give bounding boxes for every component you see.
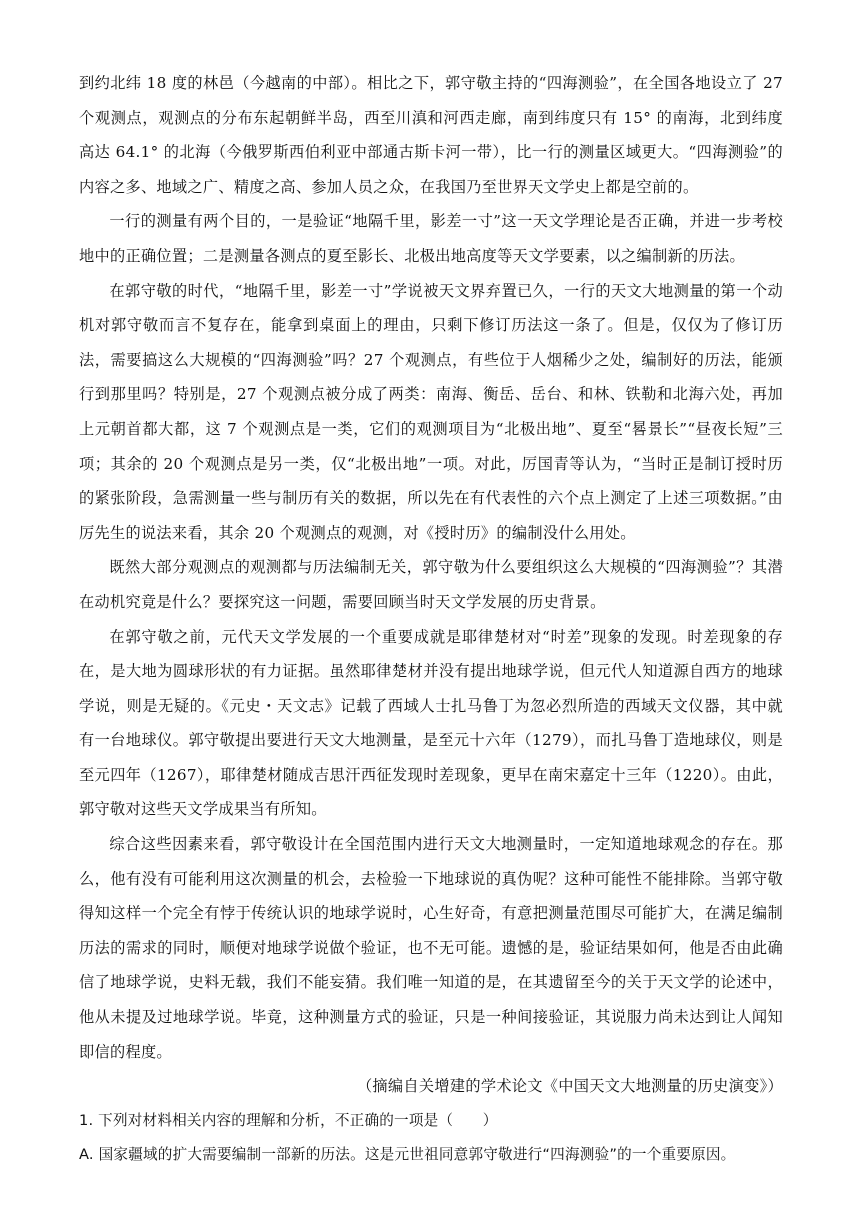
paragraph: 到约北纬 18 度的林邑（今越南的中部）。相比之下，郭守敬主持的“四海测验”，在全国各地设立了 27 个观测点，观测点的分布东起朝鲜半岛，西至川滇和河西走廊，南到纬度只有 15° 的南海，北到纬度高达 64.1° 的北海（今俄罗斯西伯利亚中部通古斯卡河一带），比一行的测量区域更大。“四海测验”的内容之多、地域之广、精度之高、参加人员之众，在我国乃至世界天文学史上都是空前的。	[79, 74, 783, 196]
answer-option-a: A. 国家疆域的扩大需要编制一部新的历法。这是元世祖同意郭守敬进行“四海测验”的一个重要原因。	[79, 1146, 736, 1164]
paragraph: 在郭守敬之前，元代天文学发展的一个重要成就是耶律楚材对“时差”现象的发现。时差现象的存在，是大地为圆球形状的有力证据。虽然耶律楚材并没有提出地球学说，但元代人知道源自西方的地球学说，则是无疑的。《元史・天文志》记载了西域人士扎马鲁丁为忽必烈所造的西域天文仪器，其中就有一台地球仪。郭守敬提出要进行天文大地测量，是至元十六年（1279），而扎马鲁丁造地球仪，则是至元四年（1267），耶律楚材随成吉思汗西征发现时差现象，更早在南宋嘉定十三年（1220）。由此，郭守敬对这些天文学成果当有所知。	[79, 627, 783, 819]
question-stem: 1. 下列对材料相关内容的理解和分析，不正确的一项是（ ）	[79, 1111, 498, 1129]
document-page	[79, 66, 783, 1173]
paragraph: 在郭守敬的时代，“地隔千里，影差一寸”学说被天文界弃置已久，一行的天文大地测量的第一个动机对郭守敬而言不复存在，能拿到桌面上的理由，只剩下修订历法这一条了。但是，仅仅为了修订历法，需要搞这么大规模的“四海测验”吗？27 个观测点，有些位于人烟稀少之处，编制好的历法，能颁行到那里吗？特别是，27 个观测点被分成了两类：南海、衡岳、岳台、和林、铁勒和北海六处，再加上元朝首都大都，这 7 个观测点是一类，它们的观测项目为“北极出地”、夏至“晷景长”“昼夜长短”三项；其余的 20 个观测点是另一类，仅“北极出地”一项。对此，厉国青等认为，“当时正是制订授时历的紧张阶段，急需测量一些与制历有关的数据，所以先在有代表性的六个点上测定了上述三项数据。”由厉先生的说法来看，其余 20 个观测点的观测，对《授时历》的编制没什么用处。	[79, 281, 783, 542]
paragraph: 既然大部分观测点的观测都与历法编制无关，郭守敬为什么要组织这么大规模的“四海测验”？其潜在动机究竟是什么？要探究这一问题，需要回顾当时天文学发展的历史背景。	[79, 558, 783, 611]
source-citation: （摘编自关增建的学术论文《中国天文大地测量的历史演变》）	[356, 1077, 783, 1096]
paragraph: 综合这些因素来看，郭守敬设计在全国范围内进行天文大地测量时，一定知道地球观念的存在。那么，他有没有可能利用这次测量的机会，去检验一下地球说的真伪呢？这种可能性不能排除。当郭守敬得知这样一个完全有悖于传统认识的地球学说时，心生好奇，有意把测量范围尽可能扩大，在满足编制历法的需求的同时，顺便对地球学说做个验证，也不无可能。遗憾的是，验证结果如何，他是否由此确信了地球学说，史料无载，我们不能妄猜。我们唯一知道的是，在其遗留至今的关于天文学的论述中，他从未提及过地球学说。毕竟，这种测量方式的验证，只是一种间接验证，其说服力尚未达到让人闻知即信的程度。	[79, 835, 783, 1061]
paragraph: 一行的测量有两个目的，一是验证“地隔千里，影差一寸”这一天文学理论是否正确，并进一步考校地中的正确位置；二是测量各测点的夏至影长、北极出地高度等天文学要素，以之编制新的历法。	[79, 212, 783, 265]
